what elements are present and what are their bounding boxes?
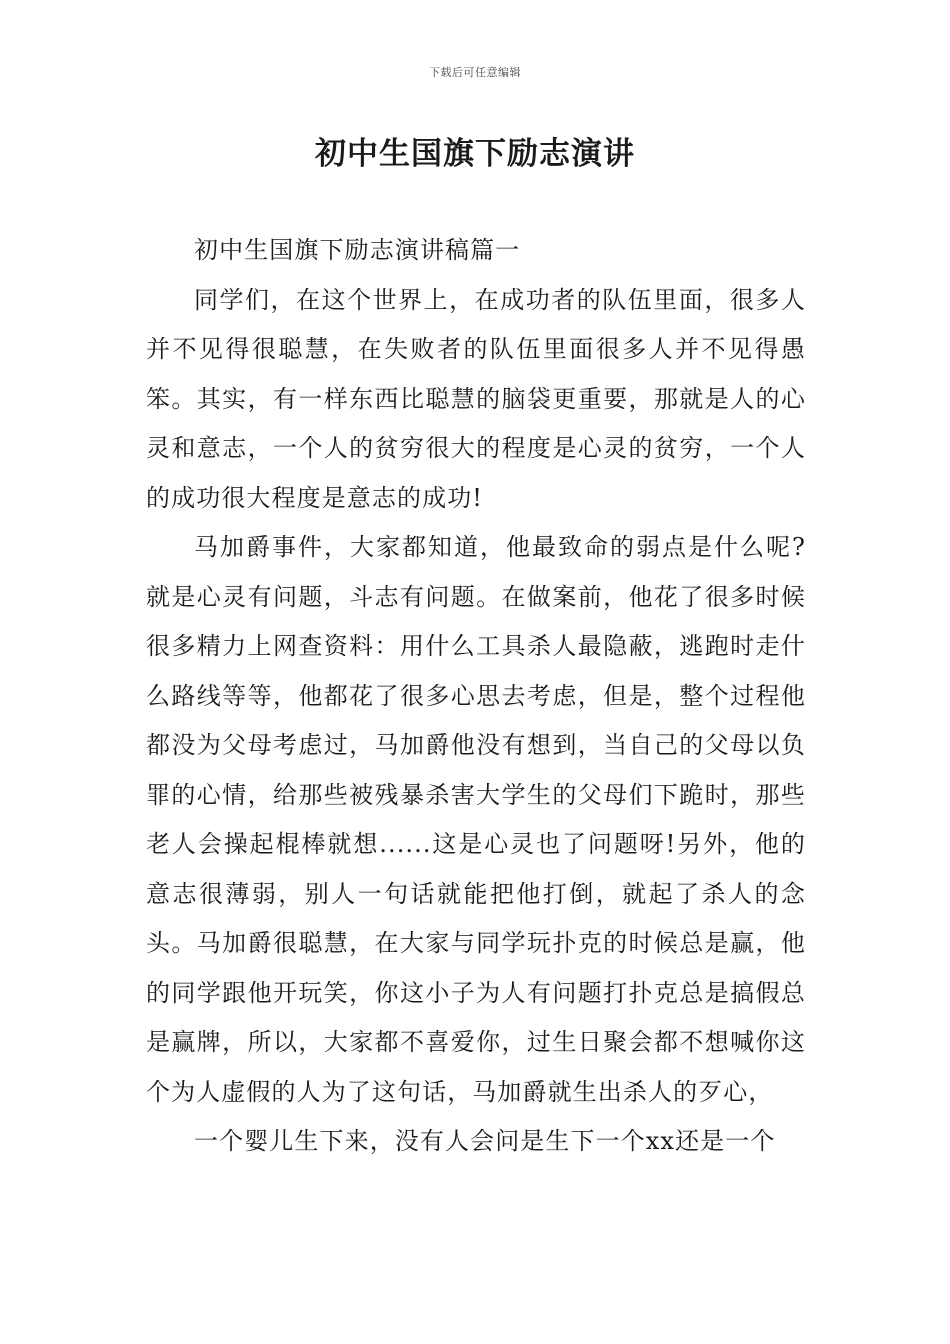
paragraph: 同学们，在这个世界上，在成功者的队伍里面，很多人并不见得很聪慧，在失败者的队伍里面很多人并不见得愚笨。其实，有一样东西比聪慧的脑袋更重要，那就是人的心灵和意志，一个人的贫穷很大的程度是心灵的贫穷，一个人的成功很大程度是意志的成功! (146, 285, 806, 512)
document-body (146, 226, 806, 1167)
paragraph: 马加爵事件，大家都知道，他最致命的弱点是什么呢?就是心灵有问题，斗志有问题。在做案前，他花了很多时候很多精力上网查资料：用什么工具杀人最隐蔽，逃跑时走什么路线等等，他都花了很多心思去考虑，但是，整个过程他都没为父母考虑过，马加爵他没有想到，当自己的父母以负罪的心情，给那些被残暴杀害大学生的父母们下跪时，那些老人会操起棍棒就想......这是心灵也了问题呀!另外，他的意志很薄弱，别人一句话就能把他打倒，就起了杀人的念头。马加爵很聪慧，在大家与同学玩扑克的时候总是赢，他的同学跟他开玩笑，你这小子为人有问题打扑克总是搞假总是赢牌，所以，大家都不喜爱你，过生日聚会都不想喊你这个为人虚假的人为了这句话，马加爵就生出杀人的歹心， (146, 533, 806, 1106)
paragraph: 一个婴儿生下来，没有人会问是生下一个xx还是一个 (194, 1127, 776, 1155)
header-note: 下载后可任意编辑 (429, 66, 521, 79)
document-title: 初中生国旗下励志演讲 (315, 136, 635, 172)
paragraph-subtitle: 初中生国旗下励志演讲稿篇一 (194, 236, 521, 264)
